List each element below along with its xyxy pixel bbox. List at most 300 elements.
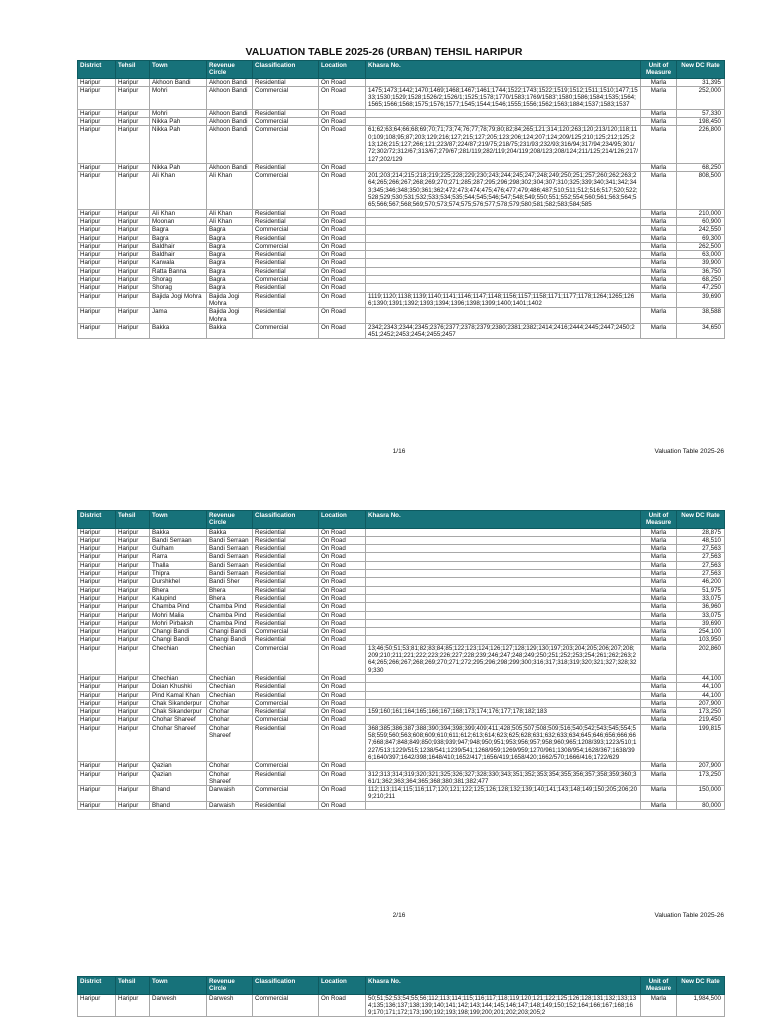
cell-town: Bakka <box>150 323 207 339</box>
cell-unit-of-measure: Marla <box>641 561 677 569</box>
table-row <box>78 242 725 250</box>
table-row <box>78 323 725 339</box>
table-row <box>78 570 725 578</box>
cell-town: Darwesh <box>150 994 207 1017</box>
cell-location: On Road <box>319 536 366 544</box>
cell-new-dc-rate: 51,975 <box>677 586 725 594</box>
cell-district: Haripur <box>78 594 116 602</box>
cell-tehsil: Haripur <box>116 762 150 770</box>
table-row <box>78 234 725 242</box>
table-row <box>78 78 725 86</box>
cell-town: Kalupind <box>150 594 207 602</box>
cell-khasra-no: 2342;2343;2344;2345;2376;2377;2378;2379;2380;2381;2382;2414;2416;2444;2445;2447;2450;2451;2452;2453;2454;2455;2457 <box>366 323 641 339</box>
cell-district: Haripur <box>78 603 116 611</box>
table-row <box>78 586 725 594</box>
cell-town: Rarra <box>150 553 207 561</box>
column-header-new-dc-rate: New DC Rate <box>677 977 725 995</box>
cell-district: Haripur <box>78 226 116 234</box>
cell-tehsil: Haripur <box>116 172 150 209</box>
cell-tehsil: Haripur <box>116 276 150 284</box>
cell-classification: Commercial <box>253 699 319 707</box>
cell-unit-of-measure: Marla <box>641 528 677 536</box>
cell-district: Haripur <box>78 234 116 242</box>
cell-khasra-no: 1475;1473;1442;1470;1469;1468;1467;1461;1744;1522;1743;1522;1519;1512;1511;1510;1477;1533;1530;1529;1528;1526/2;1526/1;1525;1578;1770/1583;1769/1583';1580;1586;1584;1535;1564;1565;1566;1568;1575;1576;1577;1545;1544;1546;1555;1556;1562;1563;1884;1537;1583;1537 <box>366 86 641 109</box>
cell-district: Haripur <box>78 578 116 586</box>
table-row <box>78 594 725 602</box>
cell-district: Haripur <box>78 770 116 786</box>
cell-revenue-circle: Bakka <box>207 323 253 339</box>
cell-new-dc-rate: 150,000 <box>677 786 725 802</box>
cell-new-dc-rate: 44,100 <box>677 683 725 691</box>
cell-location: On Road <box>319 308 366 324</box>
cell-revenue-circle: Bagra <box>207 226 253 234</box>
cell-location: On Road <box>319 172 366 209</box>
column-header-classification: Classification <box>253 977 319 995</box>
cell-tehsil: Haripur <box>116 163 150 171</box>
cell-location: On Road <box>319 762 366 770</box>
cell-new-dc-rate: 68,250 <box>677 163 725 171</box>
cell-tehsil: Haripur <box>116 209 150 217</box>
cell-classification: Residential <box>253 163 319 171</box>
cell-classification: Residential <box>253 284 319 292</box>
cell-new-dc-rate: 27,563 <box>677 570 725 578</box>
cell-unit-of-measure: Marla <box>641 770 677 786</box>
table-row <box>78 163 725 171</box>
cell-town: Ali Khan <box>150 172 207 209</box>
column-header-new-dc-rate: New DC Rate <box>677 511 725 529</box>
cell-revenue-circle: Darwaish <box>207 786 253 802</box>
cell-khasra-no <box>366 536 641 544</box>
cell-town: Bajida Jogi Mohra <box>150 292 207 308</box>
cell-unit-of-measure: Marla <box>641 109 677 117</box>
cell-location: On Road <box>319 570 366 578</box>
cell-location: On Road <box>319 801 366 809</box>
cell-classification: Commercial <box>253 323 319 339</box>
cell-district: Haripur <box>78 276 116 284</box>
cell-district: Haripur <box>78 251 116 259</box>
cell-new-dc-rate: 27,563 <box>677 561 725 569</box>
page-number: 2/16 <box>392 912 406 919</box>
cell-khasra-no <box>366 284 641 292</box>
cell-town: Chohar Shareef <box>150 716 207 724</box>
column-header-district: District <box>78 511 116 529</box>
cell-unit-of-measure: Marla <box>641 724 677 761</box>
cell-new-dc-rate: 28,875 <box>677 528 725 536</box>
cell-town: Doian Khushki <box>150 683 207 691</box>
cell-tehsil: Haripur <box>116 644 150 674</box>
cell-khasra-no <box>366 586 641 594</box>
cell-classification: Commercial <box>253 644 319 674</box>
cell-khasra-no <box>366 259 641 267</box>
cell-location: On Road <box>319 586 366 594</box>
cell-tehsil: Haripur <box>116 716 150 724</box>
cell-district: Haripur <box>78 724 116 761</box>
page-title: VALUATION TABLE 2025-26 (URBAN) TEHSIL HARIPUR <box>245 46 523 58</box>
cell-town: Chamba Pind <box>150 603 207 611</box>
cell-khasra-no: 112;113;114;115;116;117;120;121;122;125;126;128;132;139;140;141;143;148;149;150;205;206;209;210;211 <box>366 786 641 802</box>
cell-unit-of-measure: Marla <box>641 644 677 674</box>
table-row <box>78 276 725 284</box>
cell-classification: Residential <box>253 770 319 786</box>
cell-revenue-circle: Bhera <box>207 594 253 602</box>
valuation-table-page-1 <box>77 60 724 339</box>
cell-district: Haripur <box>78 553 116 561</box>
column-header-classification: Classification <box>253 61 319 79</box>
cell-tehsil: Haripur <box>116 724 150 761</box>
cell-classification: Commercial <box>253 716 319 724</box>
table-row <box>78 226 725 234</box>
cell-tehsil: Haripur <box>116 561 150 569</box>
cell-district: Haripur <box>78 308 116 324</box>
cell-tehsil: Haripur <box>116 674 150 682</box>
cell-new-dc-rate: 39,690 <box>677 292 725 308</box>
table-row <box>78 619 725 627</box>
cell-khasra-no: 368;385;386;387;388;390;394;398;399;409;411;428;505;507;508;509;516;540;542;543;545;554;558;559;560;563;608;609;610;611;612;613;614;623;625;628;631;632;633;634;645;646;656;666;667;668;847;848;849;850;938;939;947;948;950;951;953;956;957;958;960;965;1208/393;1223/510;1227/513;1229/515;1238/541;1239/541;1268/959;1269/959;1270/961;1308/954;1628/367;1638/396;1640/397;1642/398;1648/410;1652/417;1656/419;1658/420;1662/570;1666/416;1722/629 <box>366 724 641 761</box>
cell-khasra-no <box>366 683 641 691</box>
cell-town: Bhand <box>150 786 207 802</box>
cell-khasra-no <box>366 578 641 586</box>
cell-khasra-no <box>366 78 641 86</box>
cell-classification: Residential <box>253 251 319 259</box>
cell-tehsil: Haripur <box>116 708 150 716</box>
cell-revenue-circle: Chechian <box>207 691 253 699</box>
cell-unit-of-measure: Marla <box>641 118 677 126</box>
table-row <box>78 536 725 544</box>
cell-location: On Road <box>319 553 366 561</box>
cell-khasra-no <box>366 699 641 707</box>
cell-new-dc-rate: 33,075 <box>677 594 725 602</box>
cell-town: Durshkhel <box>150 578 207 586</box>
cell-new-dc-rate: 36,750 <box>677 267 725 275</box>
column-header-location: Location <box>319 511 366 529</box>
cell-khasra-no <box>366 674 641 682</box>
cell-classification: Residential <box>253 209 319 217</box>
cell-new-dc-rate: 33,075 <box>677 611 725 619</box>
cell-classification: Residential <box>253 292 319 308</box>
cell-location: On Road <box>319 251 366 259</box>
cell-tehsil: Haripur <box>116 545 150 553</box>
column-header-unit-of-measure: Unit of Measure <box>641 61 677 79</box>
cell-location: On Road <box>319 126 366 163</box>
cell-revenue-circle: Changi Bandi <box>207 628 253 636</box>
cell-district: Haripur <box>78 163 116 171</box>
cell-location: On Road <box>319 217 366 225</box>
cell-location: On Road <box>319 644 366 674</box>
cell-tehsil: Haripur <box>116 234 150 242</box>
cell-khasra-no: 13;46;50;51;53;81;82;83;84;85;122;123;124;126;127;128;129;130;197;203;204;205;206;207;208;209;210;211;221;222;223;226;227;228;239;246;247;248;249;250;251;252;253;254;261;262;263;264;265;266;267;268;269;270;271;272;295;296;298;299;300;316;317;318;319;320;321;327;328;329;330 <box>366 644 641 674</box>
cell-classification: Residential <box>253 594 319 602</box>
cell-location: On Road <box>319 163 366 171</box>
cell-khasra-no <box>366 553 641 561</box>
cell-unit-of-measure: Marla <box>641 267 677 275</box>
column-header-new-dc-rate: New DC Rate <box>677 61 725 79</box>
cell-khasra-no: 50;51;52;53;54;55;56;112;113;114;115;116;117;118;119;120;121;122;125;126;128;131;132;133;134;135;136;137;138;139;140;141;142;143;144;145;146;147;148;149;150;152;164;166;167;168;169;170;171;172;173;190;192;193;198;199;200;201;202;203;205;2 <box>366 994 641 1017</box>
table-row <box>78 724 725 761</box>
cell-unit-of-measure: Marla <box>641 674 677 682</box>
cell-tehsil: Haripur <box>116 603 150 611</box>
table-row <box>78 292 725 308</box>
cell-tehsil: Haripur <box>116 691 150 699</box>
cell-new-dc-rate: 48,510 <box>677 536 725 544</box>
cell-district: Haripur <box>78 528 116 536</box>
table-row <box>78 86 725 109</box>
cell-revenue-circle: Akhoon Bandi <box>207 109 253 117</box>
cell-revenue-circle: Ali Khan <box>207 172 253 209</box>
cell-revenue-circle: Chamba Pind <box>207 619 253 627</box>
cell-new-dc-rate: 80,000 <box>677 801 725 809</box>
cell-khasra-no <box>366 545 641 553</box>
cell-tehsil: Haripur <box>116 536 150 544</box>
table-row <box>78 644 725 674</box>
cell-khasra-no <box>366 209 641 217</box>
cell-revenue-circle: Bagra <box>207 242 253 250</box>
cell-revenue-circle: Chamba Pind <box>207 603 253 611</box>
column-header-revenue-circle: Revenue Circle <box>207 511 253 529</box>
cell-new-dc-rate: 219,450 <box>677 716 725 724</box>
valuation-table <box>77 976 725 1017</box>
cell-location: On Road <box>319 109 366 117</box>
cell-classification: Commercial <box>253 118 319 126</box>
cell-town: Chechian <box>150 674 207 682</box>
cell-tehsil: Haripur <box>116 636 150 644</box>
cell-classification: Residential <box>253 724 319 761</box>
cell-revenue-circle: Chechian <box>207 683 253 691</box>
cell-town: Chohar Shareef <box>150 724 207 761</box>
column-header-revenue-circle: Revenue Circle <box>207 977 253 995</box>
cell-location: On Road <box>319 636 366 644</box>
table-row <box>78 217 725 225</box>
cell-tehsil: Haripur <box>116 292 150 308</box>
cell-district: Haripur <box>78 994 116 1017</box>
cell-district: Haripur <box>78 636 116 644</box>
cell-town: Akhoon Bandi <box>150 78 207 86</box>
cell-location: On Road <box>319 786 366 802</box>
cell-new-dc-rate: 57,330 <box>677 109 725 117</box>
cell-khasra-no <box>366 691 641 699</box>
cell-khasra-no <box>366 217 641 225</box>
cell-revenue-circle: Bagra <box>207 284 253 292</box>
cell-location: On Road <box>319 284 366 292</box>
cell-new-dc-rate: 207,900 <box>677 762 725 770</box>
cell-classification: Residential <box>253 536 319 544</box>
cell-new-dc-rate: 68,250 <box>677 276 725 284</box>
column-header-district: District <box>78 977 116 995</box>
cell-classification: Commercial <box>253 762 319 770</box>
cell-location: On Road <box>319 594 366 602</box>
cell-town: Bagra <box>150 226 207 234</box>
cell-unit-of-measure: Marla <box>641 292 677 308</box>
column-header-location: Location <box>319 977 366 995</box>
cell-location: On Road <box>319 691 366 699</box>
cell-revenue-circle: Chohar <box>207 708 253 716</box>
table-row <box>78 699 725 707</box>
cell-unit-of-measure: Marla <box>641 801 677 809</box>
table-row <box>78 126 725 163</box>
cell-khasra-no <box>366 611 641 619</box>
valuation-table <box>77 60 725 339</box>
cell-classification: Residential <box>253 708 319 716</box>
cell-tehsil: Haripur <box>116 619 150 627</box>
cell-tehsil: Haripur <box>116 226 150 234</box>
cell-location: On Road <box>319 242 366 250</box>
cell-district: Haripur <box>78 683 116 691</box>
cell-khasra-no <box>366 276 641 284</box>
cell-revenue-circle: Bandi Serraan <box>207 536 253 544</box>
cell-revenue-circle: Akhoon Bandi <box>207 163 253 171</box>
cell-tehsil: Haripur <box>116 770 150 786</box>
cell-tehsil: Haripur <box>116 594 150 602</box>
cell-tehsil: Haripur <box>116 683 150 691</box>
cell-town: Jama <box>150 308 207 324</box>
cell-unit-of-measure: Marla <box>641 226 677 234</box>
cell-unit-of-measure: Marla <box>641 699 677 707</box>
table-row <box>78 683 725 691</box>
cell-khasra-no <box>366 762 641 770</box>
cell-district: Haripur <box>78 172 116 209</box>
cell-district: Haripur <box>78 699 116 707</box>
cell-classification: Residential <box>253 109 319 117</box>
cell-khasra-no <box>366 163 641 171</box>
cell-unit-of-measure: Marla <box>641 276 677 284</box>
cell-location: On Road <box>319 267 366 275</box>
cell-khasra-no <box>366 716 641 724</box>
cell-revenue-circle: Chechian <box>207 674 253 682</box>
cell-new-dc-rate: 39,690 <box>677 619 725 627</box>
cell-district: Haripur <box>78 570 116 578</box>
cell-location: On Road <box>319 226 366 234</box>
cell-revenue-circle: Chohar Shareef <box>207 770 253 786</box>
cell-unit-of-measure: Marla <box>641 994 677 1017</box>
cell-location: On Road <box>319 611 366 619</box>
table-row <box>78 628 725 636</box>
cell-location: On Road <box>319 628 366 636</box>
column-header-khasra-no: Khasra No. <box>366 977 641 995</box>
table-row <box>78 528 725 536</box>
cell-khasra-no <box>366 801 641 809</box>
table-row <box>78 770 725 786</box>
table-row <box>78 308 725 324</box>
cell-revenue-circle: Changi Bandi <box>207 636 253 644</box>
cell-new-dc-rate: 103,950 <box>677 636 725 644</box>
cell-revenue-circle: Bagra <box>207 234 253 242</box>
cell-unit-of-measure: Marla <box>641 578 677 586</box>
cell-district: Haripur <box>78 267 116 275</box>
cell-town: Chak Sikanderpur <box>150 708 207 716</box>
cell-classification: Commercial <box>253 242 319 250</box>
cell-town: Chechian <box>150 644 207 674</box>
cell-new-dc-rate: 27,563 <box>677 553 725 561</box>
cell-unit-of-measure: Marla <box>641 683 677 691</box>
table-row <box>78 553 725 561</box>
cell-new-dc-rate: 808,500 <box>677 172 725 209</box>
cell-new-dc-rate: 63,000 <box>677 251 725 259</box>
cell-district: Haripur <box>78 586 116 594</box>
cell-location: On Road <box>319 683 366 691</box>
column-header-khasra-no: Khasra No. <box>366 511 641 529</box>
cell-tehsil: Haripur <box>116 628 150 636</box>
footer-label: Valuation Table 2025-26 <box>654 448 724 455</box>
cell-classification: Residential <box>253 561 319 569</box>
cell-tehsil: Haripur <box>116 242 150 250</box>
cell-town: Chak Sikanderpur <box>150 699 207 707</box>
cell-town: Mohri <box>150 86 207 109</box>
table-row <box>78 994 725 1017</box>
cell-classification: Commercial <box>253 226 319 234</box>
cell-tehsil: Haripur <box>116 994 150 1017</box>
cell-tehsil: Haripur <box>116 528 150 536</box>
cell-revenue-circle: Chohar <box>207 762 253 770</box>
column-header-revenue-circle: Revenue Circle <box>207 61 253 79</box>
cell-unit-of-measure: Marla <box>641 308 677 324</box>
cell-new-dc-rate: 242,550 <box>677 226 725 234</box>
table-row <box>78 674 725 682</box>
cell-revenue-circle: Bandi Serraan <box>207 553 253 561</box>
cell-location: On Road <box>319 578 366 586</box>
cell-district: Haripur <box>78 292 116 308</box>
cell-location: On Road <box>319 770 366 786</box>
cell-unit-of-measure: Marla <box>641 786 677 802</box>
cell-unit-of-measure: Marla <box>641 78 677 86</box>
cell-khasra-no <box>366 251 641 259</box>
cell-location: On Road <box>319 994 366 1017</box>
cell-tehsil: Haripur <box>116 586 150 594</box>
cell-new-dc-rate: 198,450 <box>677 118 725 126</box>
cell-town: Baldhair <box>150 242 207 250</box>
cell-classification: Residential <box>253 234 319 242</box>
cell-revenue-circle: Darwesh <box>207 994 253 1017</box>
cell-classification: Residential <box>253 78 319 86</box>
cell-khasra-no <box>366 242 641 250</box>
cell-revenue-circle: Bandi Serraan <box>207 545 253 553</box>
cell-classification: Commercial <box>253 994 319 1017</box>
cell-khasra-no <box>366 528 641 536</box>
cell-location: On Road <box>319 209 366 217</box>
cell-revenue-circle: Chohar <box>207 699 253 707</box>
cell-new-dc-rate: 36,960 <box>677 603 725 611</box>
cell-location: On Road <box>319 716 366 724</box>
cell-new-dc-rate: 39,900 <box>677 259 725 267</box>
cell-location: On Road <box>319 724 366 761</box>
cell-revenue-circle: Chohar <box>207 716 253 724</box>
cell-unit-of-measure: Marla <box>641 126 677 163</box>
cell-new-dc-rate: 60,900 <box>677 217 725 225</box>
cell-khasra-no <box>366 234 641 242</box>
cell-khasra-no: 201;203;214;215;218;219;225;228;229;230;243;244;245;247;248;249;250;251;257;260;262;263;264;265;266;267;268;269;270;271;285;287;295;296;298;302;304;307;310;325;339;340;341;342;343;345;346;348;350;361;362;472;473;474;475;476;477;479;486;487;510;511;512;516;517;520;522;528;529;530;531;532;533;534;535;544;545;546;547;548;549;550;551;552;554;560;561;563;564;565;566;567;568;569;570;573;574;575;576;577;578;579;580;581;582;583;584;585 <box>366 172 641 209</box>
cell-tehsil: Haripur <box>116 267 150 275</box>
cell-district: Haripur <box>78 259 116 267</box>
cell-location: On Road <box>319 619 366 627</box>
cell-district: Haripur <box>78 611 116 619</box>
cell-unit-of-measure: Marla <box>641 691 677 699</box>
cell-tehsil: Haripur <box>116 86 150 109</box>
cell-new-dc-rate: 262,500 <box>677 242 725 250</box>
cell-town: Ratta Banna <box>150 267 207 275</box>
cell-classification: Residential <box>253 801 319 809</box>
table-header-row <box>78 61 725 79</box>
cell-unit-of-measure: Marla <box>641 603 677 611</box>
cell-district: Haripur <box>78 762 116 770</box>
table-row <box>78 172 725 209</box>
cell-district: Haripur <box>78 126 116 163</box>
cell-town: Ali Khan <box>150 209 207 217</box>
cell-classification: Residential <box>253 603 319 611</box>
cell-revenue-circle: Bandi Sher <box>207 578 253 586</box>
cell-classification: Commercial <box>253 628 319 636</box>
cell-classification: Commercial <box>253 126 319 163</box>
cell-new-dc-rate: 202,860 <box>677 644 725 674</box>
table-row <box>78 786 725 802</box>
cell-new-dc-rate: 69,300 <box>677 234 725 242</box>
